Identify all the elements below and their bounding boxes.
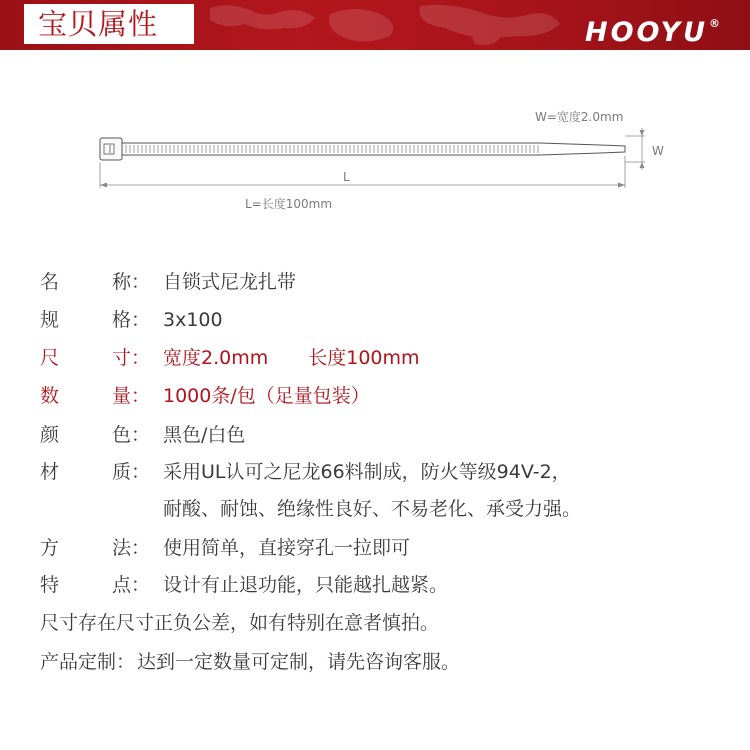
spec-usage-char2: 法：: [112, 537, 151, 559]
width-label: W=宽度2.0mm: [535, 110, 624, 124]
spec-feature-char2: 点：: [112, 574, 151, 596]
spec-name-char1: 名: [40, 271, 60, 293]
registered-mark: ®: [709, 17, 720, 30]
spec-color-char1: 颜: [40, 424, 60, 446]
cable-tie-diagram: [0, 100, 750, 220]
spec-feature-value: 设计有止退功能，只能越扎越紧。: [163, 574, 449, 596]
spec-size-length: 长度100mm: [308, 347, 420, 369]
spec-material-char1: 材: [40, 461, 60, 483]
spec-feature-char1: 特: [40, 574, 60, 596]
spec-qty-value: 1000条/包（足量包装）: [163, 385, 370, 407]
tolerance-note: 尺寸存在尺寸正负公差，如有特别在意者慎拍。: [40, 612, 440, 634]
spec-qty-char2: 量：: [112, 385, 151, 407]
spec-material-char2: 质：: [112, 461, 151, 483]
spec-color-value: 黑色/白色: [163, 424, 246, 446]
spec-model-char1: 规: [40, 309, 60, 331]
spec-usage-value: 使用简单，直接穿孔一拉即可: [163, 537, 411, 559]
spec-model-value: 3x100: [163, 309, 223, 331]
page-title: 宝贝属性: [38, 7, 159, 41]
l-mark: L: [343, 170, 350, 184]
spec-size-char1: 尺: [40, 347, 60, 369]
length-label: L=长度100mm: [245, 197, 333, 211]
spec-name-char2: 称：: [112, 271, 151, 293]
custom-label: 产品定制：: [40, 651, 136, 673]
spec-size-values: [163, 346, 420, 370]
spec-size-char2: 寸：: [112, 347, 151, 369]
custom-value: 达到一定数量可定制，请先咨询客服。: [137, 651, 461, 673]
header-banner: [0, 0, 750, 50]
spec-size-width: 宽度2.0mm: [163, 347, 269, 369]
spec-usage-char1: 方: [40, 537, 60, 559]
w-mark: W: [652, 144, 664, 158]
brand-name: HOOYU: [584, 17, 708, 48]
brand-logo: [585, 6, 720, 50]
spec-color-char2: 色：: [112, 424, 151, 446]
spec-material-value-line2: 耐酸、耐蚀、绝缘性良好、不易老化、承受力强。: [163, 498, 582, 520]
spec-qty-char1: 数: [40, 385, 60, 407]
spec-model-char2: 格：: [112, 309, 151, 331]
spec-material-value-line1: 采用UL认可之尼龙66料制成，防火等级94V-2，: [163, 461, 571, 483]
spec-name-value: 自锁式尼龙扎带: [163, 271, 297, 293]
